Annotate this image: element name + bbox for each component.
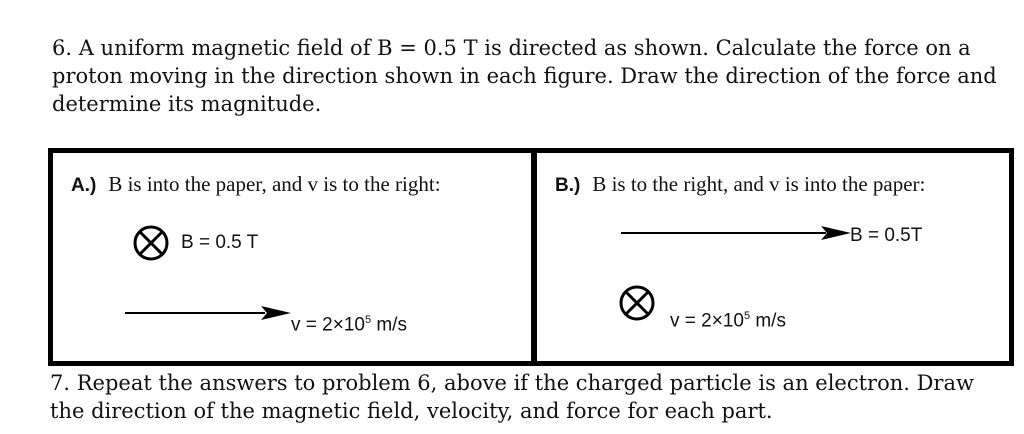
problem-6-text: 6. A uniform magnetic field of B = 0.5 T is directed as shown. Calculate the force on a proton moving in the direction shown in each figure. Draw the direction of the force and determine its magnitude. (52, 36, 997, 116)
panel-a-header (71, 171, 441, 199)
panel-b-velocity-label: $v = 2\times 10^5$ m/s (670, 310, 786, 332)
velocity-arrow (125, 305, 295, 325)
panel-b (531, 153, 1009, 361)
magnetic-field-arrow (621, 225, 856, 245)
panel-b-letter: B.) (555, 175, 581, 196)
into-page-icon (131, 223, 171, 263)
panel-a-description: B is into the paper, and v is to the right: (108, 172, 441, 196)
figure-panels (48, 148, 1014, 366)
panel-a-letter: A.) (71, 175, 97, 196)
panel-a-velocity-label: $v = 2\times 10^5$ m/s (291, 314, 407, 336)
panel-b-description: B is to the right, and v is into the paper: (592, 172, 926, 196)
panel-b-b-label: B = 0.5T (850, 225, 923, 246)
problem-7-text: 7. Repeat the answers to problem 6, above if the charged particle is an electron. Draw the direction of the magnetic field, velocity, and force for each part. (50, 371, 974, 423)
panel-a-b-label: B = 0.5 T (181, 232, 259, 253)
panel-b-header (555, 171, 925, 199)
panel-a (53, 153, 531, 361)
into-page-icon (617, 283, 657, 323)
